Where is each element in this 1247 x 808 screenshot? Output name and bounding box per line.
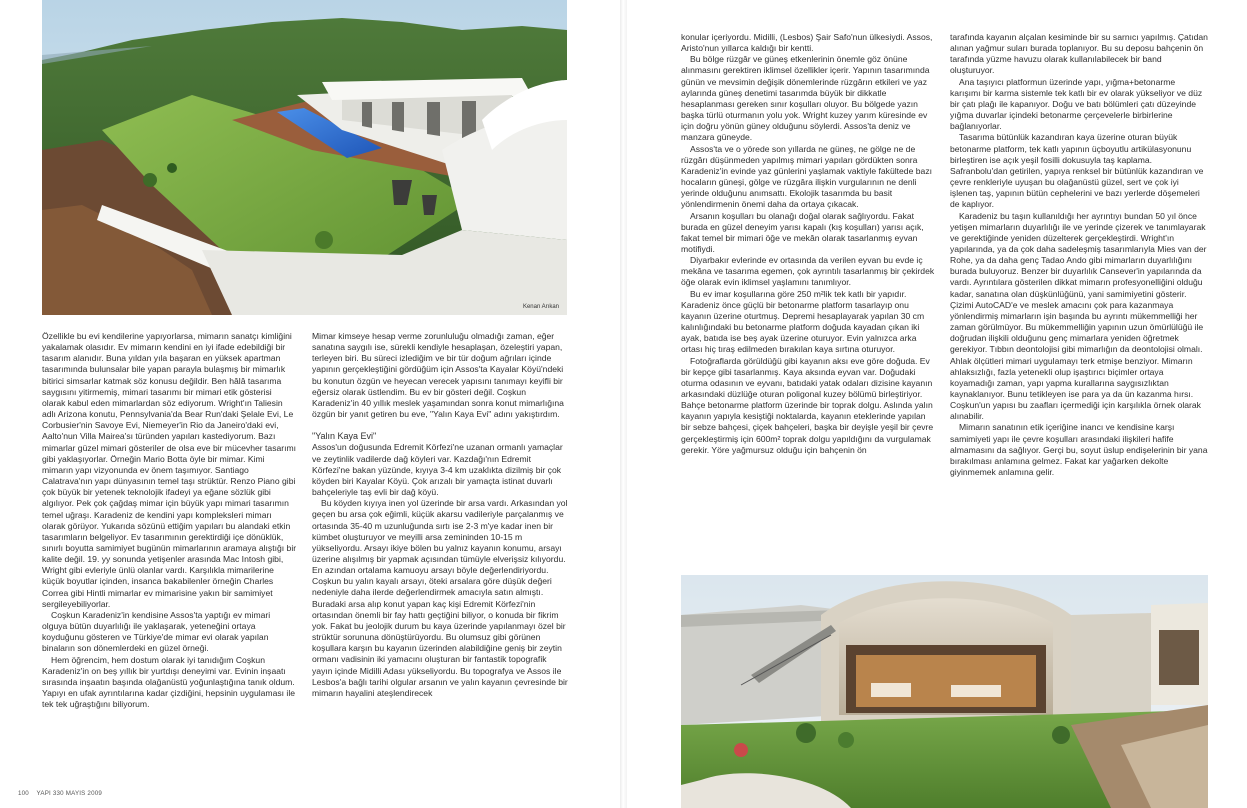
col2-paragraph: Bu köyden kıyıya inen yol üzerinde bir arsa vardı. Arkasından yol geçen bu arsa çok eğimli, küçük akarsu vadileriyle parçalanmış ve ortasında 35-40 m uzunluğunda sırtı ise 2-3 m'ye kadar inen bir kümbet oluşturuyor ve meyilli arsa zemininden 10-15 m yükseliyordu. Arsayı ikiye bölen bu yalnız kayanın konumu, arsayı üzerine alışılmış bir yapmak açısından tümüyle elverişsiz kılıyordu. En azından ortalama kamuoyu arsayı böyle değerlendiriyordu. Coşkun bu yalın kayalı arsayı, öteki arsalara göre düşük değeri nedeniyle daha ilerde değerlendirmek amacıyla satın almıştı. Buradaki arsa alıp konut yapan kaç kişi Edremit Körfezi'nin ortasından önemli bir fay hattı geçtiğini biliyor, o konuda bir fikrim yok. Fakat bu jeolojik durum bu kaya üzerinde yapılanmayı özel bir strüktür sorununa dönüştürüyordu. Bu olumsuz gibi görünen koşullara karşın bu kayanın üzerinden alabildiğine geniş bir zeytin ormanı vadisinin iki yamacını oluşturan bir fantastik topografik yayın içinde Midilli Adası yükseliyordu. Bu topografya ve Assos ile Lesbos'a bağlı tarihi olgular arsanın ve yalın kayanın çevresinde bir mimarın hayalini ateşlendirecek	[312, 498, 568, 698]
page-footer	[18, 790, 102, 797]
col4-paragraph: Mimarın sanatının etik içeriğine inancı ve kendisine karşı samimiyeti yapı ile çevre koşulları arasındaki ilişkileri hafife almamasını da sağlıyor. Gerçi bu, soyut üslup endişelerinin bir yana bırakılması anlamına gelmez. Fakat kar yağarken dekolte giyinmemek anlamına gelir.	[950, 422, 1208, 478]
col1-paragraph: Coşkun Karadeniz'in kendisine Assos'ta yaptığı ev mimari olguya bütün duyarlılığı ile yaklaşarak, yeteneğini ortaya koyduğunu gösteren ve Türkiye'de mimar evi olarak yapılan binaların son dönemlerdeki en güzel örneği.	[42, 609, 271, 654]
col4-paragraph: tarafında kayanın alçalan kesiminde bir su sarnıcı yapılmış. Çatıdan alınan yağmur suları burada toplanıyor. Bu su deposu bahçenin ön tarafında yüzme havuzu olarak kullanılabilecek bir band oluşturuyor.	[950, 32, 1208, 76]
villa-photo-bottom	[681, 575, 1208, 808]
col3-paragraph: Fotoğraflarda görüldüğü gibi kayanın aksı eve göre doğuda. Ev bir kepçe gibi tasarlanmış. Kaya aksında eyvan var. Doğudaki oturma odasının ve eyvanı, batıdaki yatak odaları dizisine kayanın arkasındaki düzlüğe oturan poligonal kuzey bölümü birleştiriyor. Bahçe betonarme platform üzerinde bir toprak dolgu. Aslında yalın kayanın yapıyla kesiştiği noktalarda, kayanın eteklerinde yapılan bir sebze bahçesi, çiçek bahçeleri, başka bir deyişle yeşil bir çevre gerçekleştirmiş için 600m² toprak dolgu yapıldığını da vurgulamak gerekir. Yöre yağmursuz olduğu için bahçenin ön	[681, 355, 934, 455]
col4-paragraph: Karadeniz bu taşın kullanıldığı her ayrıntıyı bundan 50 yıl önce yetişen mimarların duyarlılığı ile ve yerinde çizerek ve tanımlayarak ve gerektiğinde yeniden düzelterek gerçekleştirdi. Wright'ın yapılarında, ya da çok daha sadeleşmiş tasarımlarıyla Mies van der Rohe, ya da daha genç Tadao Ando gibi mimarların duyarlılığını burada buluyoruz. Benzer bir duyarlılık Cansever'in yapılarında da vardı. Ayrıntılara gösterilen dikkat mimarın profesyonelliğini olduğu kadar, sanatına olan düşkünlüğünü, yani samimiyetini gösterir. Çizimi AutoCAD'e ve meslek amacını çok para kazanmaya yönlendirmiş mimarların işin başında bu ayrıntı mükemmelliği her zaman görülmüyor. Bu mükemmelliğin yapının uzun ömürlülüğü ile doğrudan ilişkili olduğunu genç mimarlara yeniden öğretmek gerekiyor. Tıbbın deontolojisi gibi mimarlığın da deontolojisi olmalı. Ahlak ölçütleri mimari uygulamayı terk etmişe benziyor. Mimarın ahlaksızlığı, fazla yetenekli olup işaştırıcı biçimler ortaya koyamadığı zaman, yapı yapma kurallarına saygısızlıktan kaynaklanıyor. Bunu tetikleyen ise para ya da ün kazanma hırsı. Coşkun'un yapısı bu zaafları içermediği için karşılıkla örnek olarak alınabilir.	[950, 210, 1207, 422]
villa-photo-illustration	[42, 0, 567, 315]
left-page	[0, 0, 620, 808]
col3-paragraph: Bu ev imar koşullarına göre 250 m²lik tek katlı bir yapıdır. Karadeniz önce güçlü bir betonarme platform tasarlayıp onu kayanın üzerine oturtmuş. Depremi hesaplayarak yapılan 30 cm kalınlığındaki bu betonarme platform doğuda kayadan çıkan iki ayak, batıda ise beş ayak üzerine oturuyor. Evin yalnızca arka ortası hiç tıraş edilmeden bırakılan kaya sırtına oturuyor.	[681, 288, 925, 355]
page-number: 100	[18, 790, 29, 797]
col3-paragraph: Bu bölge rüzgâr ve güneş etkenlerinin önemle göz önüne alınmasını gerektiren iklimsel özellikler içerir. Yapının tasarımında günün ve mevsimin değişik dönemlerinde rüzgârın etkileri ve yaz aylarında güneş denetimi tasarımda büyük bir dikkatle hesaplanması gereken sınır koşulları oluyor. Bu bölgede yazın başka türlü oturmanın yolu yok. Wright kuzey yarım küresinde ev için doğru yönün güney olduğunu söylerdi. Assos'ta deniz ve manzara güneyde.	[681, 54, 930, 143]
issue-label: YAPI 330 MAYIS 2009	[36, 790, 102, 797]
col3-paragraph: Diyarbakır evlerinde ev ortasında da verilen eyvan bu evde iç mekâna ve tasarıma egemen, çok ayrıntılı tasarlanmış bir çekirdek öğe olarak evin iklimsel yaşlamını tanımlıyor.	[681, 255, 935, 288]
col3-paragraph: konular içeriyordu. Midilli, (Lesbos) Şair Safo'nun ülkesiydi. Assos, Aristo'nun yıllarca kaldığı bir kentti.	[681, 32, 933, 54]
text-column-4	[950, 32, 1208, 562]
photo-credit: Kenan Arıkan	[522, 304, 559, 310]
col1-paragraph: Özellikle bu evi kendilerine yapıyorlarsa, mimarın sanatçı kimliğini yakalamak olasıdır. Ev mimarın kendini en iyi ifade edebildiği bir tasarım alanıdır. Buna yıldan yıla başaran en yüksek apartman tasarımında bulunsalar bile yapan parayla bulaşmış bir mimarlık bitirici simsarlar katmak söz konusu değildir. Ben hâlâ tasarıma saygısını yitirmemiş, mimari tasarımı bir mimari etik gösterisi olarak kabul eden mimarlardan söz ediyorum. Wright'ın Taliesin adlı Arizona konutu, Pennsylvania'da Bear Run'daki Şelale Evi, Le Corbusier'nin Savoye Evi, Niemeyer'in Rio da Janeiro'daki evi, Aalto'nun Villa Mairea'sı türünden yapıları kastediyorum. Bazı mimarlar güzel mimari gösteriler de olsa eve bir mücevher tasarımı gibi yaklaşıyorlar. Örneğin Mario Botta öyle bir mimar. Kimi mimarın yapı vizyonunda ev önem taşımıyor. Santiago Calatrava'nın yapı dünyasının temel taşı strüktür. Renzo Piano gibi çok büyük bir yetenek teknolojik ifadeyi ya eğane sözlük gibi algılıyor. Pek çok çağdaş mimar için büyük yapı mimari tasarımın temel uğraşı. Karadeniz de kendini yapı kompleksleri mimarı olarak görüyor. Yukarıda sözünü ettiğim yapıları bu alandaki etkin tasarımların belgeliyor. Ev tasarımının gerektirdiği içe dönüklük, sınırlı boyutta samimiyet bugünün mimarlarının aramaya alıştığı bir kalite değil. 19. yy sonunda yetişenler arasında Mac Intosh gibi, Wright gibi evleriyle ünlü olanlar vardı. Karşılıkla mimarilerine küçük boyutlar içinden, insanca bakabilenler örneğin Charles Correa gibi Hintli mimarlar ev mimarisine yakın bir samimiyet sergileyebiliyorlar.	[42, 331, 297, 609]
col3-paragraph: Assos'ta ve o yörede son yıllarda ne güneş, ne gölge ne de rüzgârı düşünmeden yapılmış mimari yapıları gördükten sonra Karadeniz'in evinde yaz günlerini yaşlamak vaktiyle fakültede bazı hocaların güneşi, gölge ve rüzgâra ilişkin vurgularının ne denli yerinde olduğunu anımsattı. Ekolojik tasarımda bu basit yönlendirmenin önemi daha da ortaya çıkacak.	[681, 143, 932, 210]
section-heading: "Yalın Kaya Evi"	[312, 431, 377, 442]
text-column-2	[312, 331, 568, 796]
col4-paragraph: Tasarıma bütünlük kazandıran kaya üzerine oturan büyük betonarme platform, tek katlı yapının üçboyutlu artikülasyonunu birleştiren ise açık yeşil fosilli dokusuyla taş kaplama. Safranbolu'dan getirilen, yapıya renksel bir bütünlük kazandıran ve çevre renkleriyle uyuşan bu olağanüstü güzel, sert ve çok iyi işlenen taş, yapının bütün cephelerini ve bazı yerlerde döşemeleri de kaplıyor.	[950, 132, 1204, 210]
col3-paragraph: Arsanın koşulları bu olanağı doğal olarak sağlıyordu. Fakat burada en güzel deneyim yarısı kapalı (kış koşulları) yarısı açık, fakat temel bir mimari öğe ve mekân olarak tasarlanmış eyvan motifiydi.	[681, 210, 924, 254]
col1-paragraph: Hem öğrencim, hem dostum olarak iyi tanıdığım Coşkun Karadeniz'in on beş yıllık bir yurtdışı deneyimi var. Evinin inşaatı sırasında inşaatın başında olağanüstü yoğunlaştığına tanık oldum. Yapıyı en ufak ayrıntılarına kadar çizdiğini, hepsinin uygulaması ile tek tek uğraştığını biliyorum.	[42, 654, 296, 710]
page-gutter	[620, 0, 627, 808]
text-column-1	[42, 331, 297, 796]
col2-paragraph: Assos'un doğusunda Edremit Körfezi'ne uzanan ormanlı yamaçlar ve zeytinlik vadilerde dağ köyleri var. Kazdağı'nın Edremit Körfezi'ne bakan yüzünde, kıyıya 3-4 km uzaklıkta dizilmiş bir çok köyden biri Kayalar Köyü. Çok arızalı bir yamaçta istinat duvarlı bahçeleriyle taş evli bir dağ köyü.	[312, 442, 563, 498]
col2-paragraph: Mimar kimseye hesap verme zorunluluğu olmadığı zaman, eğer sanatına saygılı ise, sürekli kendiyle hesaplaşan, özeleştiri yapan, terleyen biri. Bu süreci izlediğim ve bir tür doğum ağrıları içinde yapının gerçekleştiğini gördüğüm için Assos'ta Kayalar Köyü'ndeki bu konutun özgün ve heyecan verecek yapısını tanımayı keyifli bir eğersiz olarak üstlendim. Bu ev bir gösteri değil. Coşkun Karadeniz'in 40 yıllık meslek yaşamından sonra konut mimarlığına özgün bir yanıt getiren bu eve, "Yalın Kaya Evi" adını yakıştırdım.	[312, 331, 564, 420]
villa-front-illustration	[681, 575, 1208, 808]
text-column-3	[681, 32, 937, 562]
villa-photo-top	[42, 0, 567, 315]
col4-paragraph: Ana taşıyıcı platformun üzerinde yapı, yığma+betonarme karışımı bir karma sistemle tek katlı bir ev olarak yükseliyor ve düz bir çatı plağı ile kapanıyor. Doğu ve batı bölümleri çatı düzeyinde yığma duvarlar içindeki betonarme çerçevelerle birbirlerine bağlanıyorlar.	[950, 76, 1203, 132]
